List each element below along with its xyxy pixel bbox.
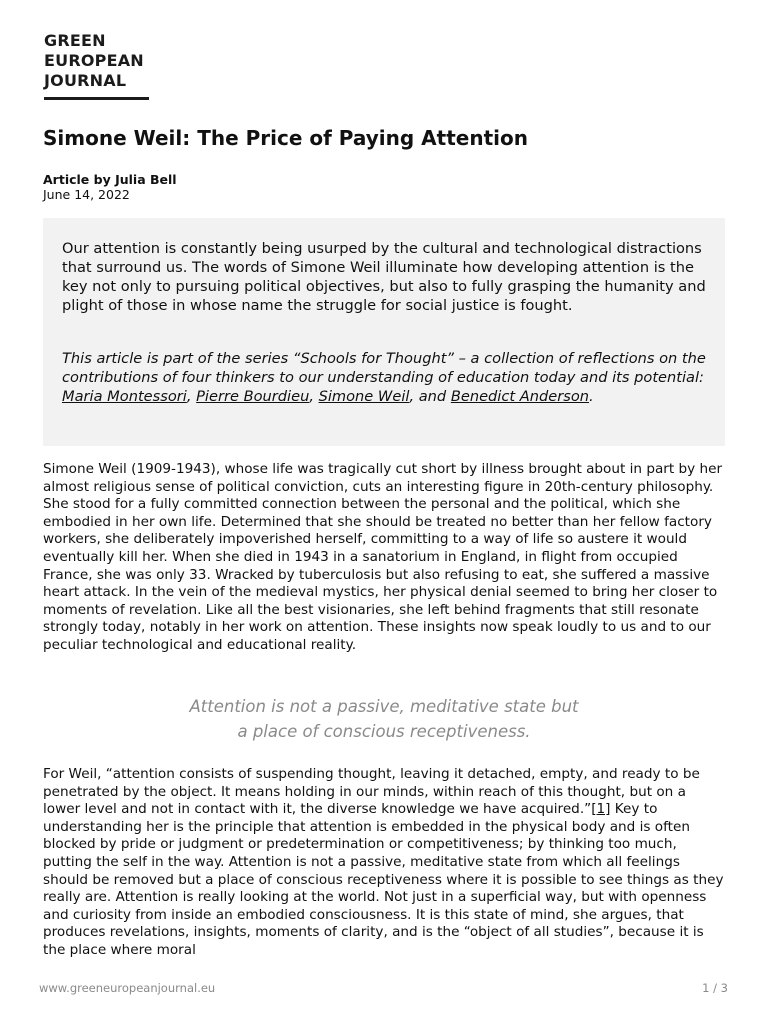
link-simone-weil[interactable]: Simone Weil (318, 388, 410, 405)
paragraph-2-quote: For Weil, “attention consists of suspending thought, leaving it detached, empty, and ready to be penetrated by the object. It means holding in our minds, within reach of this thought, but on a lower level and not in contact with it, the diverse knowledge we have acquired.” (43, 766, 700, 818)
intro-box (43, 218, 725, 446)
page-number: 1 / 3 (702, 981, 728, 995)
logo-line-journal: JOURNAL (44, 71, 127, 90)
article-title: Simone Weil: The Price of Paying Attention (43, 126, 528, 150)
series-note-suffix: . (589, 388, 594, 405)
link-pierre-bourdieu[interactable]: Pierre Bourdieu (196, 388, 310, 405)
intro-summary: Our attention is constantly being usurped by the cultural and technological distractions that surround us. The words of Simone Weil illuminate how developing attention is the key not only to pursuing political objectives, but also to fully grasping the humanity and plight of those in whose name the struggle for social justice is fought. (62, 240, 706, 314)
series-note-prefix: This article is part of the series “Schools for Thought” – a collection of reflections on the contributions of four thinkers to our understanding of education today and its potential: (62, 350, 706, 386)
logo-line-european: EUROPEAN (44, 51, 144, 70)
byline (43, 172, 177, 202)
pull-quote-line-1: Attention is not a passive, meditative state but (189, 697, 579, 716)
footnote-link-1[interactable]: [1] (591, 801, 611, 818)
body-paragraph-2 (43, 766, 727, 960)
series-separator: , (186, 388, 197, 405)
link-maria-montessori[interactable]: Maria Montessori (62, 388, 187, 405)
pull-quote-line-2: a place of conscious receptiveness. (237, 722, 531, 741)
link-benedict-anderson[interactable]: Benedict Anderson (450, 388, 590, 405)
series-separator: , (309, 388, 319, 405)
series-separator: , and (409, 388, 451, 405)
pull-quote (43, 694, 725, 744)
footer-website-url[interactable]: www.greeneuropeanjournal.eu (39, 981, 216, 995)
article-date: June 14, 2022 (43, 187, 130, 202)
article-author: Article by Julia Bell (43, 172, 177, 187)
body-paragraph-1: Simone Weil (1909-1943), whose life was tragically cut short by illness brought about in part by her almost religious sense of political conviction, cuts an interesting figure in 20th-century philosophy. She stood for a fully committed connection between the personal and the political, which she embodied in her own life. Determined that she should be treated no better than her fellow factory workers, she deliberately impoverished herself, committing to a way of life so austere it would eventually kill her. When she died in 1943 in a sanatorium in England, in flight from occupied France, she was only 33. Wracked by tuberculosis but also refusing to eat, she suffered a massive heart attack. In the vein of the medieval mystics, her physical denial seemed to bring her closer to moments of revelation. Like all the best visionaries, she left behind fragments that still resonate strongly today, notably in her work on attention. These insights now speak loudly to us and to our peculiar technological and educational reality. (43, 461, 723, 653)
logo-line-green: GREEN (44, 31, 106, 50)
logo-underline (44, 97, 149, 100)
series-note (62, 349, 707, 406)
paragraph-2-continuation: Key to understanding her is the principle that attention is embedded in the physical body and is often blocked by pride or judgment or predetermination or competitiveness; by thinking too much, putting the self in the way. Attention is not a passive, meditative state from which all feelings should be removed but a place of conscious receptiveness where it is possible to see things as they really are. Attention is really looking at the world. Not just in a superficial way, but with openness and curiosity from inside an embodied consciousness. It is this state of mind, she argues, that produces revelations, insights, moments of clarity, and is the “object of all studies”, because it is the place where moral (43, 801, 724, 958)
publication-logo[interactable] (44, 31, 150, 100)
